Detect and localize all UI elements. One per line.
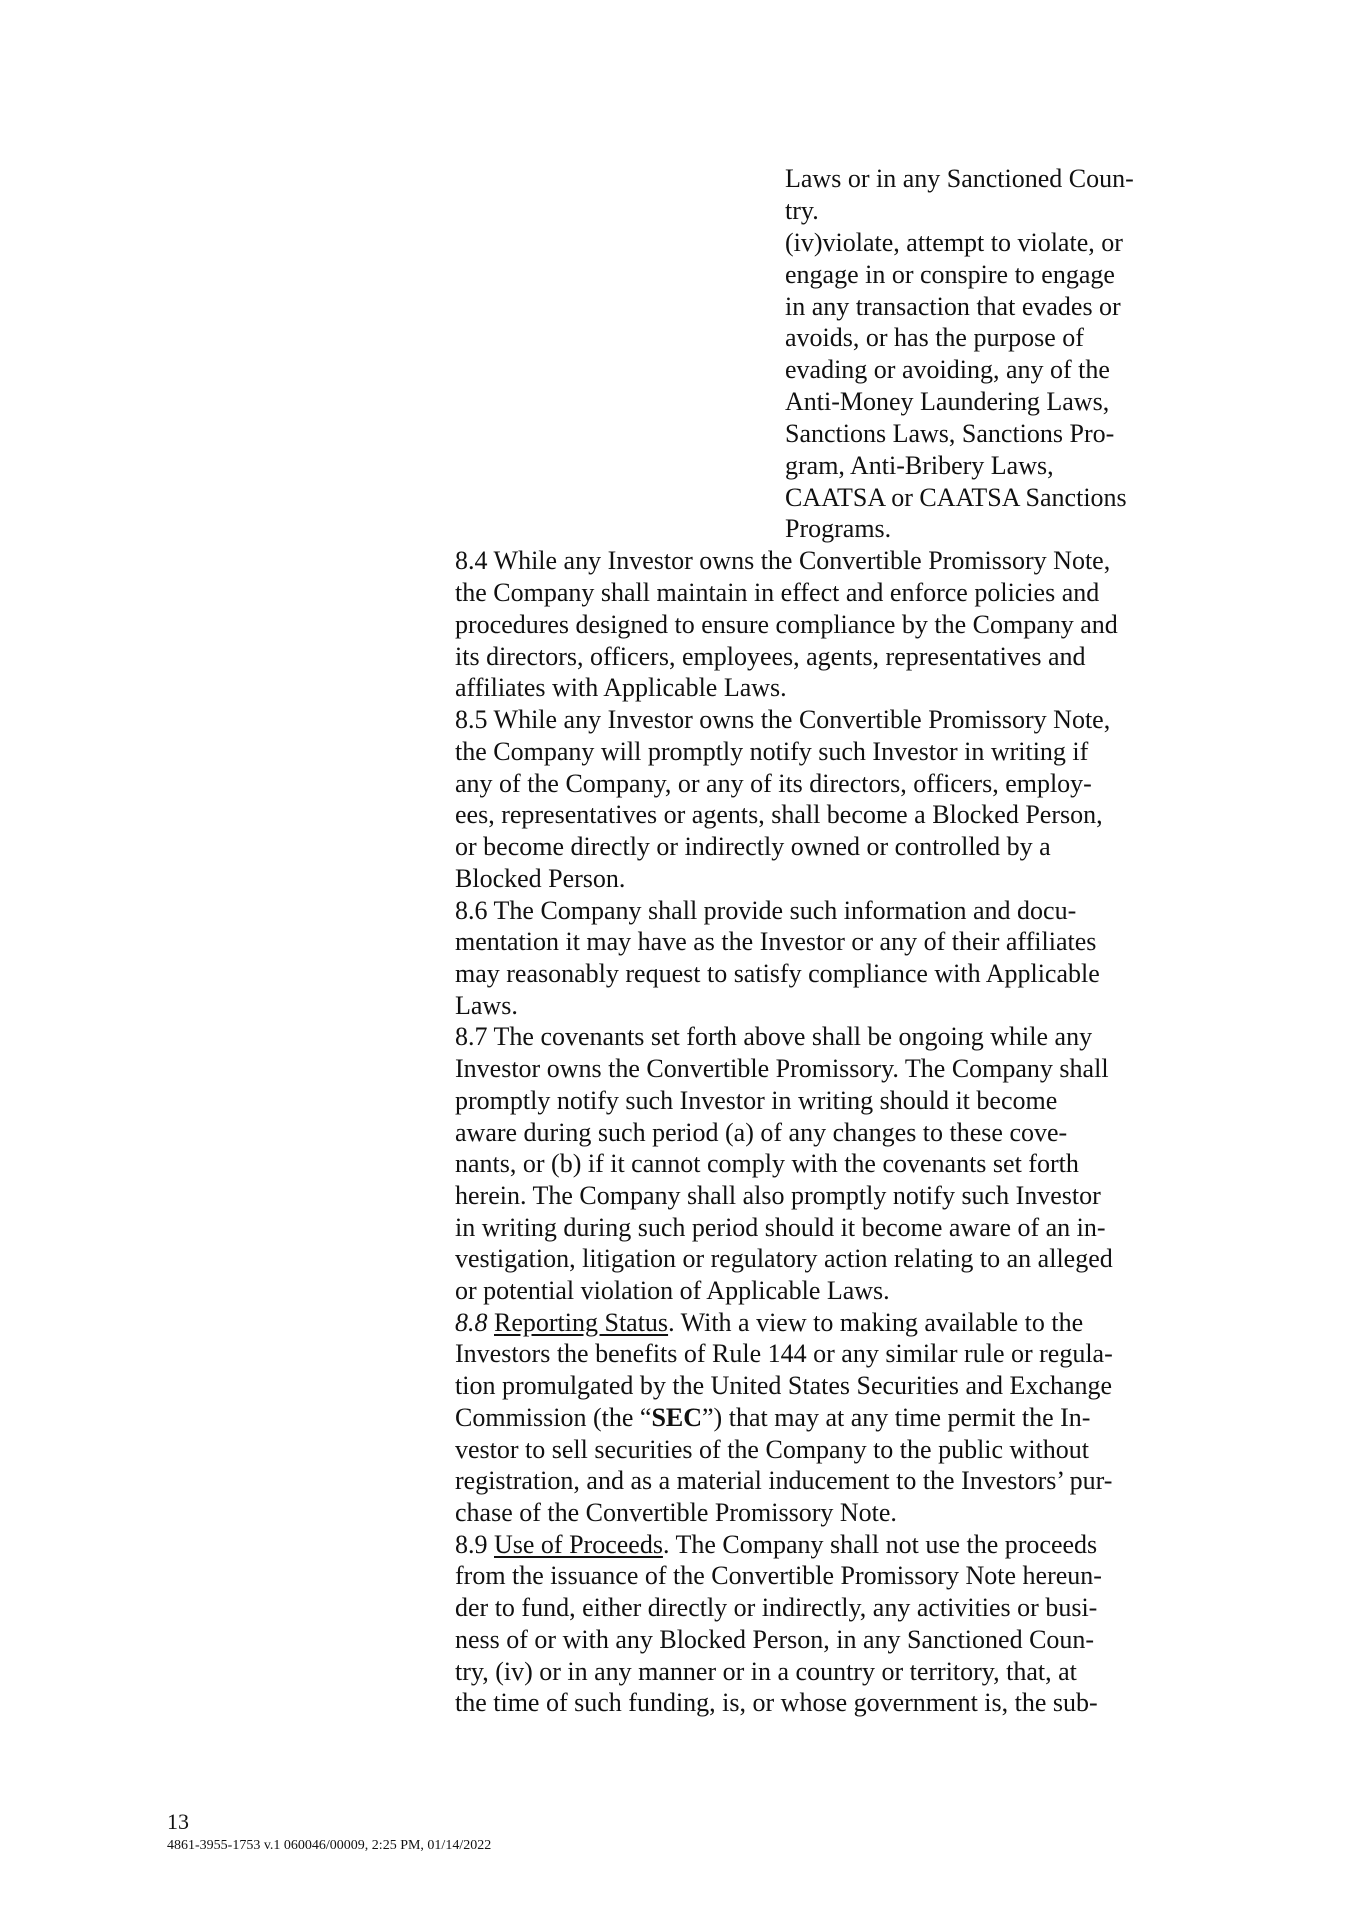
text-line: promptly notify such Investor in writing should it become <box>455 1086 1058 1115</box>
text-run: . The Company shall not use the proceeds <box>662 1530 1098 1559</box>
text-run: . With a view to making available to the <box>668 1308 1084 1337</box>
text-line: Laws. <box>455 991 518 1020</box>
section-heading: Reporting Status <box>494 1308 669 1337</box>
text-line: engage in or conspire to engage <box>785 260 1115 289</box>
document-id: 4861-3955-1753 v.1 060046/00009, 2:25 PM, 01/14/2022 <box>167 1838 492 1853</box>
text-line: 8.7 The covenants set forth above shall be ongoing while any <box>455 1022 1093 1051</box>
text-line: gram, Anti-Bribery Laws, <box>785 451 1054 480</box>
text-line: may reasonably request to satisfy compliance with Applicable <box>455 959 1100 988</box>
text-line: avoids, or has the purpose of <box>785 323 1084 352</box>
text-line: Investor owns the Convertible Promissory. The Company shall <box>455 1054 1109 1083</box>
text-line: ees, representatives or agents, shall become a Blocked Person, <box>455 800 1103 829</box>
text-line: or potential violation of Applicable Laws. <box>455 1276 890 1305</box>
text-line: 8.4 While any Investor owns the Convertible Promissory Note, <box>455 546 1111 575</box>
text-line: tion promulgated by the United States Securities and Exchange <box>455 1371 1113 1400</box>
text-line: herein. The Company shall also promptly notify such Investor <box>455 1181 1101 1210</box>
text-line: procedures designed to ensure compliance by the Company and <box>455 610 1118 639</box>
defined-term: SEC <box>651 1403 703 1432</box>
text-run: ”) that may at any time permit the In- <box>702 1403 1091 1432</box>
text-line: aware during such period (a) of any changes to these cove- <box>455 1118 1068 1147</box>
text-line: Investors the benefits of Rule 144 or any similar rule or regula- <box>455 1339 1113 1368</box>
text-line: any of the Company, or any of its directors, officers, employ- <box>455 769 1092 798</box>
text-line: 8.5 While any Investor owns the Convertible Promissory Note, <box>455 705 1111 734</box>
text-line: ness of or with any Blocked Person, in any Sanctioned Coun- <box>455 1625 1095 1654</box>
page-number: 13 <box>167 1809 189 1834</box>
section-number: 8.8 <box>455 1308 488 1337</box>
text-line: Laws or in any Sanctioned Coun- <box>785 164 1134 193</box>
text-line <box>455 1307 1083 1339</box>
text-line: or become directly or indirectly owned or controlled by a <box>455 832 1051 861</box>
section-heading: Use of Proceeds <box>494 1530 663 1559</box>
text-line: vestor to sell securities of the Company to the public without <box>455 1435 1090 1464</box>
text-line: nants, or (b) if it cannot comply with the covenants set forth <box>455 1149 1079 1178</box>
text-line <box>455 1402 1090 1434</box>
text-line: the Company shall maintain in effect and enforce policies and <box>455 578 1100 607</box>
text-run: Commission (the “ <box>455 1403 652 1432</box>
text-line: evading or avoiding, any of the <box>785 355 1110 384</box>
text-line: from the issuance of the Convertible Promissory Note hereun- <box>455 1561 1102 1590</box>
text-line: Sanctions Laws, Sanctions Pro- <box>785 419 1115 448</box>
text-line: affiliates with Applicable Laws. <box>455 673 787 702</box>
text-line: CAATSA or CAATSA Sanctions <box>785 483 1127 512</box>
text-line: mentation it may have as the Investor or any of their affiliates <box>455 927 1097 956</box>
text-line: the Company will promptly notify such Investor in writing if <box>455 737 1089 766</box>
text-line: in writing during such period should it become aware of an in- <box>455 1213 1106 1242</box>
text-line: Blocked Person. <box>455 864 626 893</box>
text-line: the time of such funding, is, or whose government is, the sub- <box>455 1688 1098 1717</box>
text-line <box>455 1529 1097 1561</box>
text-line: 8.6 The Company shall provide such information and docu- <box>455 896 1077 925</box>
text-line: Anti-Money Laundering Laws, <box>785 387 1110 416</box>
text-line: vestigation, litigation or regulatory action relating to an alleged <box>455 1244 1113 1273</box>
text-line: chase of the Convertible Promissory Note. <box>455 1498 897 1527</box>
section-number: 8.9 <box>455 1530 494 1559</box>
text-line: Programs. <box>785 514 892 543</box>
text-line: try, (iv) or in any manner or in a country or territory, that, at <box>455 1657 1077 1686</box>
text-line: its directors, officers, employees, agents, representatives and <box>455 642 1086 671</box>
text-line: registration, and as a material inducement to the Investors’ pur- <box>455 1466 1113 1495</box>
text-line: der to fund, either directly or indirectly, any activities or busi- <box>455 1593 1098 1622</box>
text-line: in any transaction that evades or <box>785 292 1121 321</box>
text-line: try. <box>785 196 819 225</box>
text-line: (iv)violate, attempt to violate, or <box>785 228 1123 257</box>
